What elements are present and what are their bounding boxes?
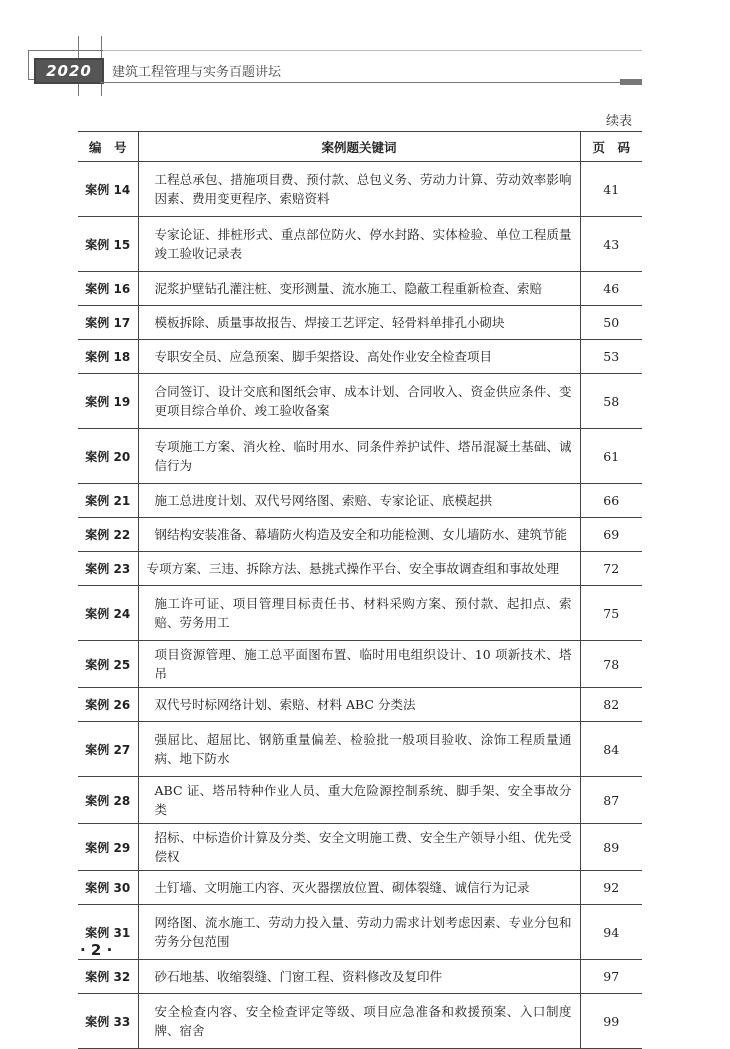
case-keywords: 双代号时标网络计划、索赔、材料 ABC 分类法 (138, 688, 580, 722)
case-page: 89 (580, 824, 642, 871)
case-keywords: 施工总进度计划、双代号网络图、索赔、专家论证、底模起拱 (138, 484, 580, 518)
header-rule (100, 82, 642, 83)
case-keywords: 专职安全员、应急预案、脚手架搭设、高处作业安全检查项目 (138, 340, 580, 374)
case-keywords: 专家论证、排桩形式、重点部位防火、停水封路、实体检验、单位工程质量竣工验收记录表 (138, 217, 580, 272)
case-keywords: 强屈比、超屈比、钢筋重量偏差、检验批一般项目验收、涂饰工程质量通病、地下防水 (138, 722, 580, 777)
case-page: 99 (580, 994, 642, 1049)
case-number: 案例 27 (78, 722, 138, 777)
table-row (78, 777, 642, 824)
page-header (0, 0, 730, 100)
case-page: 43 (580, 217, 642, 272)
case-page: 94 (580, 905, 642, 960)
table-row (78, 960, 642, 994)
case-keywords: 施工许可证、项目管理目标责任书、材料采购方案、预付款、起扣点、索赔、劳务用工 (138, 586, 580, 641)
table-row (78, 217, 642, 272)
case-keywords: 专项施工方案、消火栓、临时用水、同条件养护试件、塔吊混凝土基础、诚信行为 (138, 429, 580, 484)
page-number: · 2 · (80, 941, 113, 959)
case-keywords: 砂石地基、收缩裂缝、门窗工程、资料修改及复印件 (138, 960, 580, 994)
case-page: 46 (580, 272, 642, 306)
case-page: 66 (580, 484, 642, 518)
case-keywords: 专项方案、三违、拆除方法、悬挑式操作平台、安全事故调查组和事故处理 (138, 552, 580, 586)
table-row (78, 871, 642, 905)
case-number: 案例 23 (78, 552, 138, 586)
case-number: 案例 33 (78, 994, 138, 1049)
table-row (78, 905, 642, 960)
case-keywords: 模板拆除、质量事故报告、焊接工艺评定、轻骨料单排孔小砌块 (138, 306, 580, 340)
header-number: 编 号 (78, 132, 138, 162)
case-page: 82 (580, 688, 642, 722)
header-keywords: 案例题关键词 (138, 132, 580, 162)
case-keywords: 土钉墙、文明施工内容、灭火器摆放位置、砌体裂缝、诚信行为记录 (138, 871, 580, 905)
case-number: 案例 14 (78, 162, 138, 217)
case-keywords: ABC 证、塔吊特种作业人员、重大危险源控制系统、脚手架、安全事故分类 (138, 777, 580, 824)
case-page: 58 (580, 374, 642, 429)
case-number: 案例 32 (78, 960, 138, 994)
case-keywords: 工程总承包、措施项目费、预付款、总包义务、劳动力计算、劳动效率影响因素、费用变更程序、索赔资料 (138, 162, 580, 217)
header-top-rule (34, 50, 642, 51)
case-keywords: 钢结构安装准备、幕墙防火构造及安全和功能检测、女儿墙防水、建筑节能 (138, 518, 580, 552)
year-logo: 2020 (34, 58, 104, 84)
case-number: 案例 20 (78, 429, 138, 484)
case-number: 案例 19 (78, 374, 138, 429)
case-number: 案例 30 (78, 871, 138, 905)
header-rule-tab (620, 79, 642, 85)
case-page: 53 (580, 340, 642, 374)
case-keywords: 招标、中标造价计算及分类、安全文明施工费、安全生产领导小组、优先受偿权 (138, 824, 580, 871)
table-row (78, 162, 642, 217)
case-page: 84 (580, 722, 642, 777)
case-number: 案例 15 (78, 217, 138, 272)
table-row (78, 340, 642, 374)
case-number: 案例 18 (78, 340, 138, 374)
header-page: 页 码 (580, 132, 642, 162)
case-page: 75 (580, 586, 642, 641)
case-page: 72 (580, 552, 642, 586)
table-row (78, 586, 642, 641)
case-page: 97 (580, 960, 642, 994)
case-page: 78 (580, 641, 642, 688)
table-row (78, 306, 642, 340)
case-number: 案例 24 (78, 586, 138, 641)
case-keywords: 网络图、流水施工、劳动力投入量、劳动力需求计划考虑因素、专业分包和劳务分包范围 (138, 905, 580, 960)
table-row (78, 994, 642, 1049)
case-keywords: 项目资源管理、施工总平面图布置、临时用电组织设计、10 项新技术、塔吊 (138, 641, 580, 688)
case-number: 案例 21 (78, 484, 138, 518)
book-title: 建筑工程管理与实务百题讲坛 (112, 65, 282, 80)
case-page: 87 (580, 777, 642, 824)
case-page: 61 (580, 429, 642, 484)
case-number: 案例 25 (78, 641, 138, 688)
case-number: 案例 26 (78, 688, 138, 722)
table-row (78, 272, 642, 306)
case-keywords: 泥浆护壁钻孔灌注桩、变形测量、流水施工、隐蔽工程重新检查、索赔 (138, 272, 580, 306)
case-page: 41 (580, 162, 642, 217)
table-row (78, 484, 642, 518)
table-row (78, 641, 642, 688)
table-row (78, 518, 642, 552)
case-number: 案例 16 (78, 272, 138, 306)
case-keywords: 安全检查内容、安全检查评定等级、项目应急准备和救援预案、入口制度牌、宿舍 (138, 994, 580, 1049)
case-keyword-table (78, 131, 642, 1049)
continued-label: 续表 (605, 114, 632, 129)
case-keywords: 合同签订、设计交底和图纸会审、成本计划、合同收入、资金供应条件、变更项目综合单价、竣工验收备案 (138, 374, 580, 429)
case-page: 50 (580, 306, 642, 340)
case-number: 案例 28 (78, 777, 138, 824)
case-page: 92 (580, 871, 642, 905)
table-row (78, 429, 642, 484)
case-number: 案例 31 (78, 905, 138, 960)
table-row (78, 374, 642, 429)
table-row (78, 688, 642, 722)
table-row (78, 722, 642, 777)
case-number: 案例 29 (78, 824, 138, 871)
case-number: 案例 17 (78, 306, 138, 340)
case-page: 69 (580, 518, 642, 552)
table-row (78, 552, 642, 586)
table-row (78, 824, 642, 871)
table-header-row (78, 132, 642, 162)
case-number: 案例 22 (78, 518, 138, 552)
